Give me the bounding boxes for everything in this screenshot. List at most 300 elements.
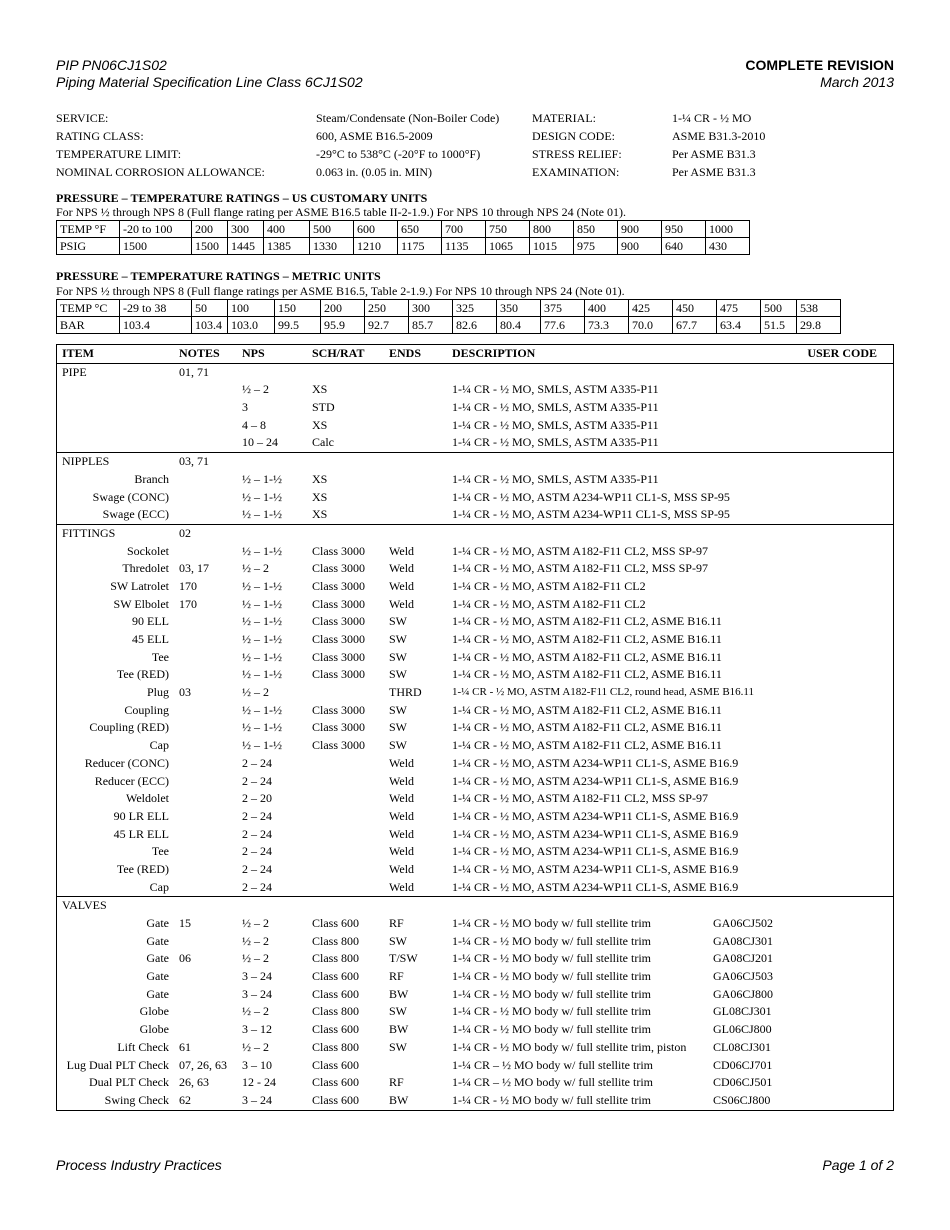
item-user-code: GA08CJ201: [713, 951, 774, 966]
item-ends: SW: [389, 720, 407, 735]
us-temp-cell: 300: [228, 221, 264, 238]
metric-pressure-cell: 80.4: [497, 317, 541, 334]
header-ends: ENDS: [389, 346, 422, 360]
item-name: 90 ELL: [132, 614, 169, 629]
table-row: [57, 649, 893, 667]
item-nps: 3 – 24: [242, 986, 272, 1001]
metric-pressure-cell: 103.4: [192, 317, 228, 334]
table-row: [57, 843, 893, 861]
document-header-left: [56, 57, 363, 91]
spec-info-label: STRESS RELIEF:: [532, 146, 622, 161]
table-row: [57, 1092, 893, 1110]
metric-press-row: [57, 317, 841, 334]
item-description: 1-¼ CR - ½ MO body w/ full stellite trim, piston: [452, 1039, 687, 1054]
item-ends: Weld: [389, 808, 415, 823]
table-row: [57, 986, 893, 1004]
item-sch-rat: Class 800: [312, 1004, 360, 1019]
item-nps: ½ – 2: [242, 933, 269, 948]
item-name: Globe: [139, 1004, 169, 1019]
item-sch-rat: STD: [312, 400, 335, 415]
table-row: [57, 1057, 893, 1075]
item-description: 1-¼ CR - ½ MO body w/ full stellite trim: [452, 1022, 651, 1037]
table-row: [57, 489, 893, 507]
item-nps: 12 - 24: [242, 1075, 276, 1090]
us-pressure-cell: 1175: [398, 238, 442, 255]
table-row: [57, 755, 893, 773]
us-pressure-cell: 1065: [486, 238, 530, 255]
table-row: [57, 666, 893, 684]
item-sch-rat: Class 3000: [312, 720, 366, 735]
item-description: 1-¼ CR - ½ MO, ASTM A182-F11 CL2, ASME B16.11: [452, 720, 722, 735]
item-description: 1-¼ CR – ½ MO body w/ full stellite trim: [452, 1057, 653, 1072]
item-description: 1-¼ CR - ½ MO, ASTM A182-F11 CL2, ASME B16.11: [452, 667, 722, 682]
item-name: Gate: [146, 933, 169, 948]
item-name: Gate: [146, 969, 169, 984]
item-description: 1-¼ CR - ½ MO, ASTM A234-WP11 CL1-S, ASME B16.9: [452, 773, 739, 788]
item-ends: Weld: [389, 773, 415, 788]
item-sch-rat: Class 600: [312, 1057, 360, 1072]
item-name: Reducer (CONC): [84, 755, 169, 770]
spec-info-label: MATERIAL:: [532, 110, 596, 125]
item-sch-rat: Class 3000: [312, 702, 366, 717]
item-ends: SW: [389, 667, 407, 682]
item-nps: 2 – 24: [242, 808, 272, 823]
item-description: 1-¼ CR - ½ MO, ASTM A182-F11 CL2: [452, 596, 646, 611]
metric-temp-cell: 50: [192, 300, 228, 317]
item-name: Plug: [146, 685, 169, 700]
spec-info-row: [56, 127, 896, 145]
item-nps: 10 – 24: [242, 435, 278, 450]
item-name: Gate: [146, 986, 169, 1001]
metric-pressure-cell: 63.4: [717, 317, 761, 334]
us-pressure-cell: 640: [662, 238, 706, 255]
material-spec-body: [57, 363, 893, 1110]
item-notes: 03: [179, 685, 191, 700]
metric-pressure-cell: 73.3: [585, 317, 629, 334]
us-pressure-cell: 1385: [264, 238, 310, 255]
us-temp-cell: 400: [264, 221, 310, 238]
item-description: 1-¼ CR - ½ MO, SMLS, ASTM A335-P11: [452, 382, 659, 397]
item-ends: SW: [389, 738, 407, 753]
spec-info-value: 600, ASME B16.5-2009: [316, 128, 433, 143]
us-press-label: PSIG: [57, 238, 120, 255]
item-group-label: NIPPLES: [62, 454, 110, 469]
item-name: Tee: [151, 844, 169, 859]
table-row: [57, 1039, 893, 1057]
item-name: Tee: [151, 649, 169, 664]
spec-info-row: [56, 145, 896, 163]
item-ends: BW: [389, 1092, 409, 1107]
table-row: [57, 737, 893, 755]
item-nps: 4 – 8: [242, 417, 266, 432]
item-description: 1-¼ CR - ½ MO, ASTM A182-F11 CL2: [452, 578, 646, 593]
us-temp-cell: 850: [574, 221, 618, 238]
metric-temp-cell: 425: [629, 300, 673, 317]
item-name: 90 LR ELL: [113, 808, 169, 823]
us-temp-cell: 900: [618, 221, 662, 238]
item-nps: 3 – 12: [242, 1022, 272, 1037]
spec-info-row: [56, 163, 896, 181]
us-temp-cell: 500: [310, 221, 354, 238]
metric-temp-cell: 375: [541, 300, 585, 317]
item-nps: 3 – 24: [242, 969, 272, 984]
item-notes: 01, 71: [179, 364, 209, 379]
metric-pressure-cell: 103.0: [228, 317, 275, 334]
us-temp-cell: 700: [442, 221, 486, 238]
us-pressure-cell: 1330: [310, 238, 354, 255]
table-row: [57, 596, 893, 614]
item-ends: RF: [389, 916, 404, 930]
item-ends: Weld: [389, 826, 415, 841]
item-description: 1-¼ CR - ½ MO, ASTM A234-WP11 CL1-S, ASME B16.9: [452, 826, 739, 841]
item-nps: 3: [242, 400, 248, 415]
item-nps: ½ – 1-½: [242, 702, 282, 717]
item-description: 1-¼ CR - ½ MO body w/ full stellite trim: [452, 1004, 651, 1019]
item-name: Tee (RED): [116, 861, 169, 876]
item-sch-rat: Class 600: [312, 986, 360, 1001]
us-pressure-cell: 1015: [530, 238, 574, 255]
item-group-label: VALVES: [62, 898, 107, 913]
item-nps: ½ – 1-½: [242, 507, 282, 522]
item-nps: ½ – 1-½: [242, 667, 282, 682]
item-nps: ½ – 2: [242, 561, 269, 576]
item-name: Swing Check: [104, 1092, 169, 1107]
metric-ratings-table: [56, 299, 841, 334]
item-sch-rat: Class 800: [312, 1039, 360, 1054]
item-nps: 2 – 24: [242, 773, 272, 788]
spec-info-label: NOMINAL CORROSION ALLOWANCE:: [56, 164, 265, 179]
table-row: [57, 613, 893, 631]
item-notes: 02: [179, 525, 191, 540]
item-name: Gate: [146, 951, 169, 966]
table-row: [57, 417, 893, 435]
item-user-code: GA06CJ800: [713, 986, 774, 1001]
material-spec-table: [56, 344, 894, 1111]
table-row: [57, 399, 893, 417]
item-name: SW Latrolet: [110, 578, 169, 593]
table-row: [57, 471, 893, 489]
item-group-label: PIPE: [62, 364, 87, 379]
item-notes: 61: [179, 1039, 191, 1054]
item-ends: SW: [389, 933, 407, 948]
table-row: [57, 826, 893, 844]
table-row: [57, 915, 893, 933]
header-notes: NOTES: [179, 346, 220, 360]
item-sch-rat: Class 3000: [312, 578, 366, 593]
item-name: Swage (ECC): [102, 507, 169, 522]
item-user-code: GL06CJ800: [713, 1022, 772, 1037]
item-name: Lug Dual PLT Check: [66, 1057, 169, 1072]
item-sch-rat: Class 3000: [312, 614, 366, 629]
us-pressure-cell: 1500: [120, 238, 192, 255]
table-row: [57, 950, 893, 968]
metric-temp-cell: 300: [409, 300, 453, 317]
item-ends: SW: [389, 1004, 407, 1019]
item-sch-rat: XS: [312, 507, 328, 522]
metric-pressure-cell: 99.5: [275, 317, 321, 334]
item-nps: 3 – 10: [242, 1057, 272, 1072]
us-temp-cell: 800: [530, 221, 574, 238]
spec-info-label: DESIGN CODE:: [532, 128, 615, 143]
item-nps: 3 – 24: [242, 1092, 272, 1107]
item-name: Cap: [149, 879, 169, 894]
item-description: 1-¼ CR - ½ MO body w/ full stellite trim: [452, 986, 651, 1001]
item-ends: SW: [389, 614, 407, 629]
us-temp-row: [57, 221, 750, 238]
item-name: Weldolet: [125, 791, 169, 806]
table-row: [57, 1021, 893, 1039]
us-pressure-cell: 975: [574, 238, 618, 255]
item-name: Cap: [149, 738, 169, 753]
item-description: 1-¼ CR – ½ MO body w/ full stellite trim: [452, 1075, 653, 1090]
metric-ratings-title: PRESSURE – TEMPERATURE RATINGS – METRIC UNITS: [56, 269, 381, 283]
metric-temp-cell: 475: [717, 300, 761, 317]
item-name: Tee (RED): [116, 667, 169, 682]
metric-temp-cell: 100: [228, 300, 275, 317]
item-description: 1-¼ CR - ½ MO, ASTM A182-F11 CL2, ASME B16.11: [452, 738, 722, 753]
spec-info-value: Per ASME B31.3: [672, 146, 756, 161]
metric-pressure-cell: 103.4: [120, 317, 192, 334]
item-sch-rat: Class 3000: [312, 632, 366, 646]
us-pressure-cell: 900: [618, 238, 662, 255]
us-pressure-cell: 1210: [354, 238, 398, 255]
header-sch-rat: SCH/RAT: [312, 346, 365, 360]
spec-info-value: ASME B31.3-2010: [672, 128, 766, 143]
item-ends: T/SW: [389, 951, 418, 966]
item-nps: ½ – 2: [242, 382, 269, 397]
item-notes: 15: [179, 916, 191, 930]
spec-info-value: -29°C to 538°C (-20°F to 1000°F): [316, 146, 481, 161]
metric-pressure-cell: 85.7: [409, 317, 453, 334]
metric-temp-cell: 250: [365, 300, 409, 317]
item-nps: ½ – 1-½: [242, 489, 282, 504]
spec-info-row: [56, 109, 896, 127]
page-number: Page 1 of 2: [822, 1157, 894, 1173]
item-ends: SW: [389, 702, 407, 717]
item-ends: BW: [389, 1022, 409, 1037]
item-name: 45 LR ELL: [113, 826, 169, 841]
table-row: [57, 631, 893, 649]
item-notes: 62: [179, 1092, 191, 1107]
item-description: 1-¼ CR - ½ MO, ASTM A234-WP11 CL1-S, MSS SP-95: [452, 507, 730, 522]
item-ends: Weld: [389, 578, 415, 593]
us-temp-cell: 650: [398, 221, 442, 238]
us-temp-cell: -20 to 100: [120, 221, 192, 238]
us-pressure-cell: 1445: [228, 238, 264, 255]
item-user-code: GA08CJ301: [713, 933, 774, 948]
item-nps: 2 – 24: [242, 755, 272, 770]
item-nps: 2 – 24: [242, 861, 272, 876]
metric-pressure-cell: 92.7: [365, 317, 409, 334]
item-sch-rat: Class 600: [312, 1092, 360, 1107]
item-ends: Weld: [389, 543, 415, 558]
table-row: [57, 773, 893, 791]
item-sch-rat: Class 600: [312, 1075, 360, 1090]
item-notes: 03, 71: [179, 454, 209, 469]
spec-info-value: Steam/Condensate (Non-Boiler Code): [316, 110, 500, 125]
metric-temp-row: [57, 300, 841, 317]
item-name: Reducer (ECC): [94, 773, 169, 788]
table-row: [57, 808, 893, 826]
doc-id: PIP PN06CJ1S02: [56, 57, 167, 73]
item-ends: THRD: [389, 685, 422, 700]
item-description: 1-¼ CR - ½ MO, ASTM A182-F11 CL2, MSS SP-97: [452, 791, 708, 806]
us-pressure-cell: 1500: [192, 238, 228, 255]
metric-temp-cell: 400: [585, 300, 629, 317]
spec-info-label: TEMPERATURE LIMIT:: [56, 146, 182, 161]
metric-temp-cell: 200: [321, 300, 365, 317]
item-nps: ½ – 2: [242, 685, 269, 700]
us-temp-cell: 200: [192, 221, 228, 238]
item-description: 1-¼ CR - ½ MO, ASTM A234-WP11 CL1-S, ASME B16.9: [452, 755, 739, 770]
us-temp-label: TEMP °F: [57, 221, 120, 238]
document-header-right: [745, 57, 894, 91]
item-nps: ½ – 1-½: [242, 596, 282, 611]
item-user-code: CD06CJ701: [713, 1057, 773, 1072]
item-ends: RF: [389, 1075, 404, 1090]
item-sch-rat: Class 3000: [312, 667, 366, 682]
item-name: Globe: [139, 1022, 169, 1037]
item-nps: ½ – 1-½: [242, 632, 282, 646]
item-description: 1-¼ CR - ½ MO body w/ full stellite trim: [452, 951, 651, 966]
item-nps: 2 – 24: [242, 879, 272, 894]
metric-temp-cell: 325: [453, 300, 497, 317]
item-nps: ½ – 2: [242, 916, 269, 930]
item-notes: 170: [179, 596, 197, 611]
table-row: [57, 719, 893, 737]
item-name: SW Elbolet: [113, 596, 169, 611]
item-name: Lift Check: [117, 1039, 169, 1054]
item-sch-rat: XS: [312, 471, 328, 486]
metric-pressure-cell: 77.6: [541, 317, 585, 334]
header-item: ITEM: [62, 346, 95, 360]
table-row: [57, 933, 893, 951]
item-nps: ½ – 2: [242, 1004, 269, 1019]
item-ends: Weld: [389, 861, 415, 876]
table-row: [57, 1003, 893, 1021]
spec-info-table: [56, 109, 896, 181]
item-user-code: GL08CJ301: [713, 1004, 772, 1019]
item-nps: ½ – 2: [242, 951, 269, 966]
item-description: 1-¼ CR - ½ MO, ASTM A234-WP11 CL1-S, ASME B16.9: [452, 808, 739, 823]
item-description: 1-¼ CR - ½ MO, ASTM A234-WP11 CL1-S, MSS SP-95: [452, 489, 730, 504]
item-ends: BW: [389, 986, 409, 1001]
item-description: 1-¼ CR - ½ MO, ASTM A234-WP11 CL1-S, ASME B16.9: [452, 861, 739, 876]
item-user-code: CL08CJ301: [713, 1039, 772, 1054]
item-description: 1-¼ CR - ½ MO, SMLS, ASTM A335-P11: [452, 417, 659, 432]
item-sch-rat: Class 600: [312, 916, 360, 930]
item-nps: ½ – 1-½: [242, 649, 282, 664]
material-spec-header-row: [57, 345, 893, 363]
metric-temp-cell: 500: [761, 300, 797, 317]
item-nps: ½ – 1-½: [242, 543, 282, 558]
table-row: [57, 560, 893, 578]
metric-temp-cell: 538: [797, 300, 841, 317]
table-row: [57, 543, 893, 561]
table-row: [57, 684, 893, 702]
item-name: Sockolet: [127, 543, 169, 558]
item-ends: SW: [389, 1039, 407, 1054]
group-row: [57, 363, 893, 382]
doc-title: Piping Material Specification Line Class 6CJ1S02: [56, 74, 363, 90]
table-row: [57, 1074, 893, 1092]
metric-press-label: BAR: [57, 317, 120, 334]
revision-date: March 2013: [820, 74, 894, 90]
metric-temp-cell: 350: [497, 300, 541, 317]
item-nps: ½ – 1-½: [242, 738, 282, 753]
item-name: Dual PLT Check: [89, 1075, 169, 1090]
spec-info-value: 1-¼ CR - ½ MO: [672, 110, 752, 125]
us-pressure-cell: 1135: [442, 238, 486, 255]
item-user-code: GA06CJ503: [713, 969, 774, 984]
item-ends: Weld: [389, 561, 415, 576]
item-sch-rat: Class 3000: [312, 738, 366, 753]
item-sch-rat: Class 3000: [312, 561, 366, 576]
item-description: 1-¼ CR - ½ MO body w/ full stellite trim: [452, 916, 651, 930]
item-nps: ½ – 2: [242, 1039, 269, 1054]
us-ratings-table: [56, 220, 750, 255]
table-row: [57, 434, 893, 452]
table-row: [57, 578, 893, 596]
item-name: Thredolet: [122, 561, 169, 576]
metric-temp-cell: 450: [673, 300, 717, 317]
item-sch-rat: XS: [312, 382, 328, 397]
item-description: 1-¼ CR - ½ MO, ASTM A182-F11 CL2, MSS SP-97: [452, 561, 708, 576]
metric-ratings-note: For NPS ½ through NPS 8 (Full flange ratings per ASME B16.5, Table 2-1.9.) For NPS 10 through NPS 24 (Note 01).: [56, 284, 625, 298]
header-nps: NPS: [242, 346, 265, 360]
us-pressure-cell: 430: [706, 238, 750, 255]
revision-label: COMPLETE REVISION: [745, 57, 894, 73]
item-nps: ½ – 1-½: [242, 578, 282, 593]
item-nps: ½ – 1-½: [242, 471, 282, 486]
item-nps: 2 – 24: [242, 844, 272, 859]
item-description: 1-¼ CR - ½ MO body w/ full stellite trim: [452, 969, 651, 984]
item-ends: Weld: [389, 596, 415, 611]
item-description: 1-¼ CR - ½ MO, ASTM A182-F11 CL2, ASME B16.11: [452, 632, 722, 646]
item-sch-rat: Class 3000: [312, 649, 366, 664]
us-temp-cell: 750: [486, 221, 530, 238]
item-notes: 06: [179, 951, 191, 966]
table-row: [57, 790, 893, 808]
item-nps: ½ – 1-½: [242, 614, 282, 629]
metric-pressure-cell: 82.6: [453, 317, 497, 334]
metric-temp-cell: -29 to 38: [120, 300, 192, 317]
us-temp-cell: 950: [662, 221, 706, 238]
item-sch-rat: XS: [312, 489, 328, 504]
metric-pressure-cell: 95.9: [321, 317, 365, 334]
item-ends: Weld: [389, 879, 415, 894]
us-temp-cell: 600: [354, 221, 398, 238]
item-name: Coupling: [124, 702, 169, 717]
us-temp-cell: 1000: [706, 221, 750, 238]
item-description: 1-¼ CR - ½ MO, ASTM A182-F11 CL2, round head, ASME B16.11: [452, 686, 755, 699]
item-sch-rat: Class 800: [312, 933, 360, 948]
item-sch-rat: Calc: [312, 435, 334, 450]
item-ends: SW: [389, 632, 407, 646]
item-sch-rat: Class 3000: [312, 596, 366, 611]
item-notes: 07, 26, 63: [179, 1057, 227, 1072]
item-ends: SW: [389, 649, 407, 664]
group-row: [57, 524, 893, 543]
item-user-code: GA06CJ502: [713, 916, 774, 930]
item-sch-rat: Class 3000: [312, 543, 366, 558]
item-nps: 2 – 20: [242, 791, 272, 806]
metric-pressure-cell: 70.0: [629, 317, 673, 334]
item-nps: ½ – 1-½: [242, 720, 282, 735]
item-nps: 2 – 24: [242, 826, 272, 841]
item-description: 1-¼ CR - ½ MO, SMLS, ASTM A335-P11: [452, 435, 659, 450]
item-ends: Weld: [389, 791, 415, 806]
